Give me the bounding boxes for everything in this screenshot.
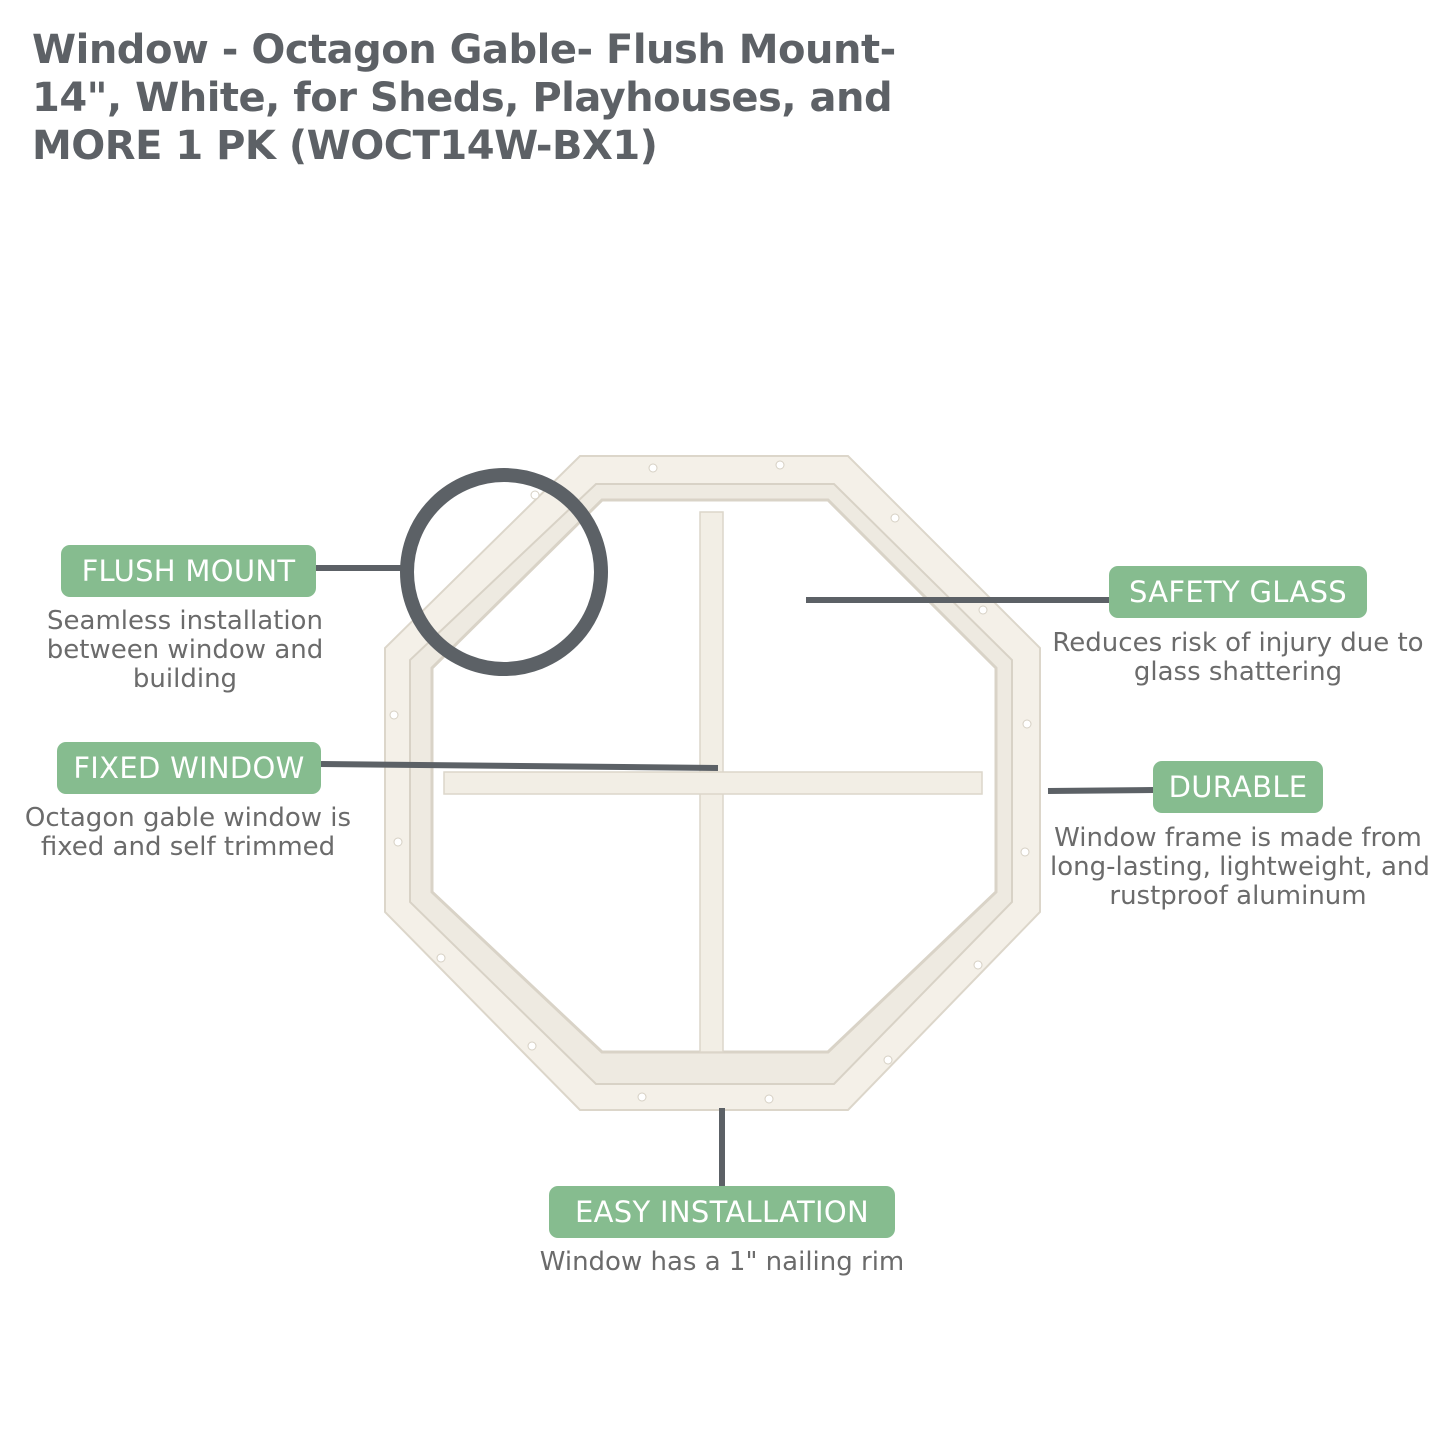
safety-glass-description (1052, 629, 1424, 687)
flush-mount-desc-line-1: Seamless installation (47, 606, 323, 636)
safety-glass-desc-line-2: glass shattering (1133, 657, 1343, 687)
durable-desc-line-1: Window frame is made from (1054, 823, 1422, 853)
flush-mount-description (20, 607, 350, 694)
title-line-1: Window - Octagon Gable- Flush Mount- (32, 27, 896, 73)
durable-desc-line-2: long-lasting, lightweight, and (1050, 852, 1430, 882)
durable-connector (1048, 790, 1154, 791)
fixed-window-badge: FIXED WINDOW (57, 742, 321, 794)
durable-badge: DURABLE (1153, 761, 1323, 813)
flush-mount-desc-line-2: between window and (46, 635, 324, 665)
safety-glass-desc-line-1: Reduces risk of injury due to (1052, 628, 1424, 658)
fixed-window-connector (321, 764, 718, 768)
title-line-2: 14", White, for Sheds, Playhouses, and (32, 75, 893, 121)
title-line-3: MORE 1 PK (WOCT14W-BX1) (32, 123, 658, 169)
easy-installation-desc-line-1: Window has a 1" nailing rim (539, 1247, 905, 1277)
fixed-window-desc-line-2: fixed and self trimmed (40, 832, 336, 862)
fixed-window-description (20, 804, 356, 862)
horizontal-muntin (444, 772, 982, 794)
fixed-window-desc-line-1: Octagon gable window is (24, 803, 352, 833)
safety-glass-badge: SAFETY GLASS (1109, 566, 1367, 618)
flush-mount-desc-line-3: building (132, 664, 238, 694)
flush-mount-badge: FLUSH MOUNT (61, 545, 316, 597)
easy-installation-description (522, 1248, 922, 1277)
durable-desc-line-3: rustproof aluminum (1109, 881, 1367, 911)
durable-description (1050, 823, 1430, 911)
easy-installation-badge: EASY INSTALLATION (549, 1186, 895, 1238)
